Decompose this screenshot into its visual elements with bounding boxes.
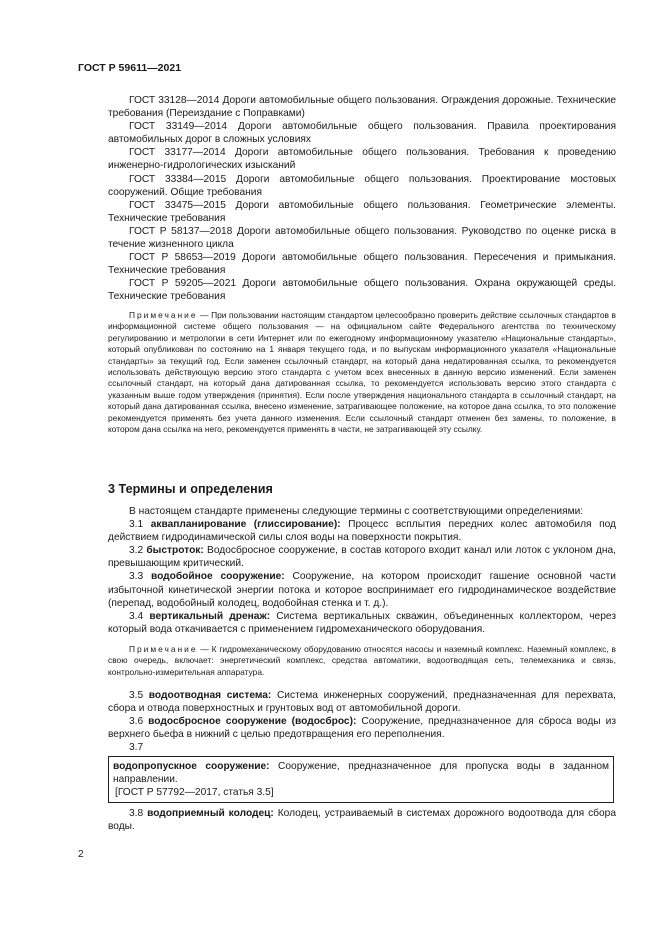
definition-term: водоприемный колодец:	[147, 808, 274, 819]
reference-item: ГОСТ 33475—2015 Дороги автомобильные общего пользования. Геометрические элементы. Технические требования	[108, 199, 616, 224]
definitions-block-3	[108, 807, 616, 833]
definition-term: аквапланирование (глиссирование):	[150, 519, 341, 531]
section-title: 3 Термины и определения	[108, 482, 273, 496]
definition-number: 3.2	[129, 545, 147, 557]
definition-3-3	[108, 570, 616, 609]
reference-item: ГОСТ 33149—2014 Дороги автомобильные общего пользования. Правила проектирования автомобильных дорог в сложных условиях	[108, 121, 616, 146]
definition-3-6	[108, 715, 616, 741]
definition-term: водопропускное сооружение:	[113, 761, 270, 772]
definition-term: вертикальный дренаж:	[149, 610, 271, 622]
definition-number: 3.5	[129, 690, 149, 701]
definition-source: [ГОСТ Р 57792—2017, статья 3.5]	[115, 787, 274, 799]
definition-3-2	[108, 544, 616, 570]
definition-text: Система инженерных сооружений, предназначенная для перехвата, сбора и отвода поверхностных и грунтовых вод от автомобильной дороги.	[108, 690, 616, 715]
references-note	[108, 310, 616, 435]
section-intro: В настоящем стандарте применены следующие термины с соответствующими определениями:	[129, 506, 584, 517]
definitions-block-2	[108, 689, 616, 754]
definition-term: водоотводная система:	[148, 690, 272, 701]
definition-3-7	[113, 760, 609, 786]
definition-text: Сооружение, на котором происходит гашение основной части избыточной кинетической энергии потока и которое воспринимает его гидродинамическое воздействие (перепад, водобойный колодец, водобойная стенка и т. д.).	[108, 571, 616, 609]
note-label: Примечание	[129, 644, 198, 654]
reference-item: ГОСТ Р 58137—2018 Дороги автомобильные общего пользования. Руководство по оценке риска в течение жизненного цикла	[108, 225, 616, 251]
definition-number: 3.6	[129, 716, 149, 728]
definition-3-8	[108, 807, 616, 833]
quoted-definition-box	[108, 756, 614, 803]
definition-text: Процесс всплытия передних колес автомобиля под действием гидродинамической силы слоя воды на поверхности покрытия.	[108, 519, 616, 544]
definition-number: 3.8	[129, 808, 148, 819]
reference-item: ГОСТ 33384—2015 Дороги автомобильные общего пользования. Проектирование мостовых сооружений. Общие требования	[108, 173, 616, 198]
definition-3-1	[108, 518, 616, 544]
definition-3-7-number: 3.7	[129, 742, 144, 754]
reference-item: ГОСТ 33128—2014 Дороги автомобильные общего пользования. Ограждения дорожные. Технические требования (Переиздание с Поправками)	[108, 95, 616, 120]
definitions-block	[108, 505, 616, 636]
drainage-note	[108, 644, 616, 678]
note-label: Примечание	[129, 310, 198, 320]
note-text: — При пользовании настоящим стандартом целесообразно проверить действие ссылочных стандартов в информационной системе общего пользования — на официальном сайте Федерального агентства по техническому регулированию и метрологии в сети Интернет или по ежегодному информационному указателю «Национальные стандарты», который опубликован по состоянию на 1 января текущего года, и по выпускам информационного указателя «Национальные стандарты» за текущий год. Если заменен ссылочный стандарт, на который дана недатированная ссылка, то рекомендуется использовать действующую версию этого стандарта с учетом всех внесенных в данную версию изменений. Если заменен ссылочный стандарт, на который дана датированная ссылка, то рекомендуется использовать версию этого стандарта с указанным выше годом утверждения (принятия). Если после утверждения национального стандарта в ссылочный стандарт, на который дана датированная ссылка, внесено изменение, затрагивающее положение, на которое дана ссылка, то это положение рекомендуется применять без учета данного изменения. Если ссылочный стандарт отменен без замены, то положение, в котором дана ссылка на него, рекомендуется применять в части, не затрагивающей эту ссылку.	[108, 310, 616, 435]
definition-text: Водосбросное сооружение, в состав которого входит канал или лоток с уклоном дна, превышающим критический.	[108, 545, 616, 570]
definition-3-4	[108, 610, 616, 636]
definition-number: 3.4	[129, 610, 150, 622]
definition-term: быстроток:	[146, 545, 204, 557]
reference-item: ГОСТ 33177—2014 Дороги автомобильные общего пользования. Требования к проведению инженерно-гидрологических изысканий	[108, 147, 616, 172]
reference-item: ГОСТ Р 58653—2019 Дороги автомобильные общего пользования. Пересечения и примыкания. Технические требования	[108, 252, 616, 277]
definition-text: Колодец, устраиваемый в системах дорожного водоотвода для сбора воды.	[108, 808, 616, 833]
page-number: 2	[78, 849, 84, 860]
note-text: — К гидромеханическому оборудованию относятся насосы и наземный комплекс. Наземный комплекс, в свою очередь, включает: энергетический комплекс, средства автоматики, водоотводящая сеть, телемеханика и связь, контрольно-измерительная аппаратура.	[108, 644, 616, 677]
definition-3-5	[108, 689, 616, 715]
definition-text: Сооружение, предназначенное для сброса воды из верхнего бьефа в нижний с целью предотвращения его переполнения.	[108, 716, 617, 741]
definition-number: 3.1	[129, 519, 151, 531]
definition-term: водобойное сооружение:	[150, 571, 285, 583]
definition-text: Сооружение, предназначенное для пропуска воды в заданном направлении.	[113, 761, 609, 786]
definition-term: водосбросное сооружение (водосброс):	[148, 716, 357, 728]
definition-number: 3.3	[129, 571, 151, 583]
normative-references-list	[108, 94, 616, 304]
definition-text: Система вертикальных скважин, объединенных коллектором, через который вода откачивается с применением гидромеханического оборудования.	[108, 610, 616, 635]
document-code-header: ГОСТ Р 59611—2021	[78, 62, 182, 74]
reference-item: ГОСТ Р 59205—2021 Дороги автомобильные общего пользования. Охрана окружающей среды. Технические требования	[108, 278, 616, 303]
